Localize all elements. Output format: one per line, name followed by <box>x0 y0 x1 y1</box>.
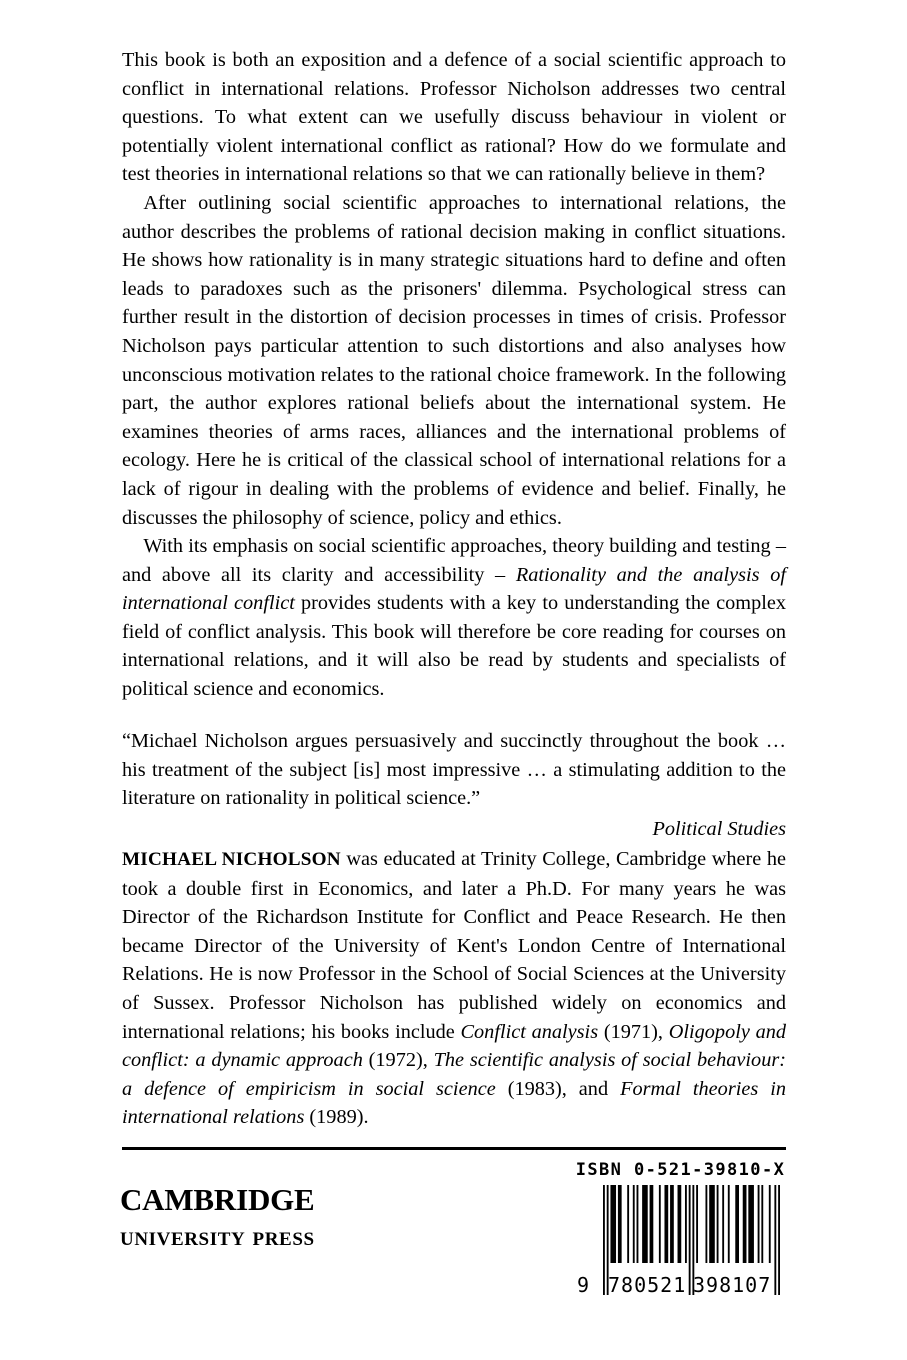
bio-book-title-1: Conflict analysis <box>460 1020 599 1043</box>
ean-lead-digit: 9 <box>577 1273 591 1297</box>
bio-book-title-3: The scientific analysis of social behaviour: a defence of empiricism in social science <box>122 1049 786 1100</box>
blurb-p3-after-title: provides students with a key to understanding the complex field of conflict analysis. This book will therefore be core reading for courses on international relations, and it will also be read by students and specialists of political science and economics. <box>122 592 786 701</box>
publisher-logo <box>120 1171 315 1251</box>
publisher-name-university-press: university press <box>120 1221 315 1251</box>
horizontal-divider <box>122 1147 786 1150</box>
bio-book-year-4: (1989). <box>304 1106 369 1129</box>
ean13-digits <box>575 1273 786 1297</box>
book-back-cover <box>122 0 786 1360</box>
blurb-paragraph-3 <box>122 532 786 704</box>
blurb-paragraph-1: This book is both an exposition and a defence of a social scientific approach to conflict in international relations. Professor Nicholson addresses two central questions. To what extent can we usefully discuss behaviour in violent or potentially violent international conflict as rational? How do we formulate and test theories in international relations so that we can rationally believe in them? <box>122 49 786 186</box>
blurb-p3-before-title: With its emphasis on social scientific approaches, theory building and testing – and above all its clarity and accessibility – <box>122 535 786 586</box>
bio-book-year-2: (1972), <box>362 1049 434 1072</box>
review-source: Political Studies <box>652 817 786 840</box>
isbn-barcode-block <box>575 1160 786 1297</box>
review-quote-section <box>122 727 786 843</box>
book-title-italic: Rationality and the analysis of international conflict <box>122 563 786 615</box>
author-name: MICHAEL NICHOLSON <box>122 849 341 870</box>
bio-book-title-4: Formal theories in international relations <box>122 1077 786 1129</box>
ean-right-group: 398107 <box>693 1273 772 1297</box>
blurb-paragraph-2: After outlining social scientific approaches to international relations, the author describes the problems of rational decision making in conflict situations. He shows how rationality is in many strategic situations hard to define and often leads to paradoxes such as the prisoners' dilemma. Psychological stress can further result in the distortion of decision processes in times of crisis. Professor Nicholson pays particular attention to such distortions and also analyses how unconscious motivation relates to the rational choice framework. In the following part, the author explores rational beliefs about the international system. He examines theories of arms races, alliances and the international problems of ecology. Here he is critical of the classical school of international relations for a lack of rigour in dealing with the problems of evidence and belief. Finally, he discusses the philosophy of science, policy and ethics. <box>122 191 786 529</box>
isbn-label: ISBN 0-521-39810-X <box>575 1160 786 1180</box>
author-bio-section <box>122 845 786 1132</box>
publisher-name-cambridge: cambridge <box>120 1171 315 1220</box>
bio-book-title-2: Oligopoly and conflict: a dynamic approach <box>122 1020 787 1072</box>
bio-book-year-3: (1983), and <box>495 1077 621 1100</box>
ean13-barcode <box>575 1185 786 1297</box>
blurb-section <box>122 46 786 704</box>
author-bio-text <box>122 845 786 1132</box>
review-quote-text: “Michael Nicholson argues persuasively and succinctly throughout the book … his treatment of the subject [is] most impressive … a stimulating addition to the literature on rationality in political science.” <box>122 730 786 810</box>
ean-left-group: 780521 <box>608 1273 687 1297</box>
bio-book-year-1: (1971), <box>598 1020 669 1043</box>
author-bio-body: was educated at Trinity College, Cambridge where he took a double first in Economics, and later a Ph.D. For many years he was Director of the Richardson Institute for Conflict and Peace Research. He then became Director of the University of Kent's London Centre of International Relations. He is now Professor in the School of Social Sciences at the University of Sussex. Professor Nicholson has published widely on economics and international relations; his books include <box>122 848 786 1043</box>
